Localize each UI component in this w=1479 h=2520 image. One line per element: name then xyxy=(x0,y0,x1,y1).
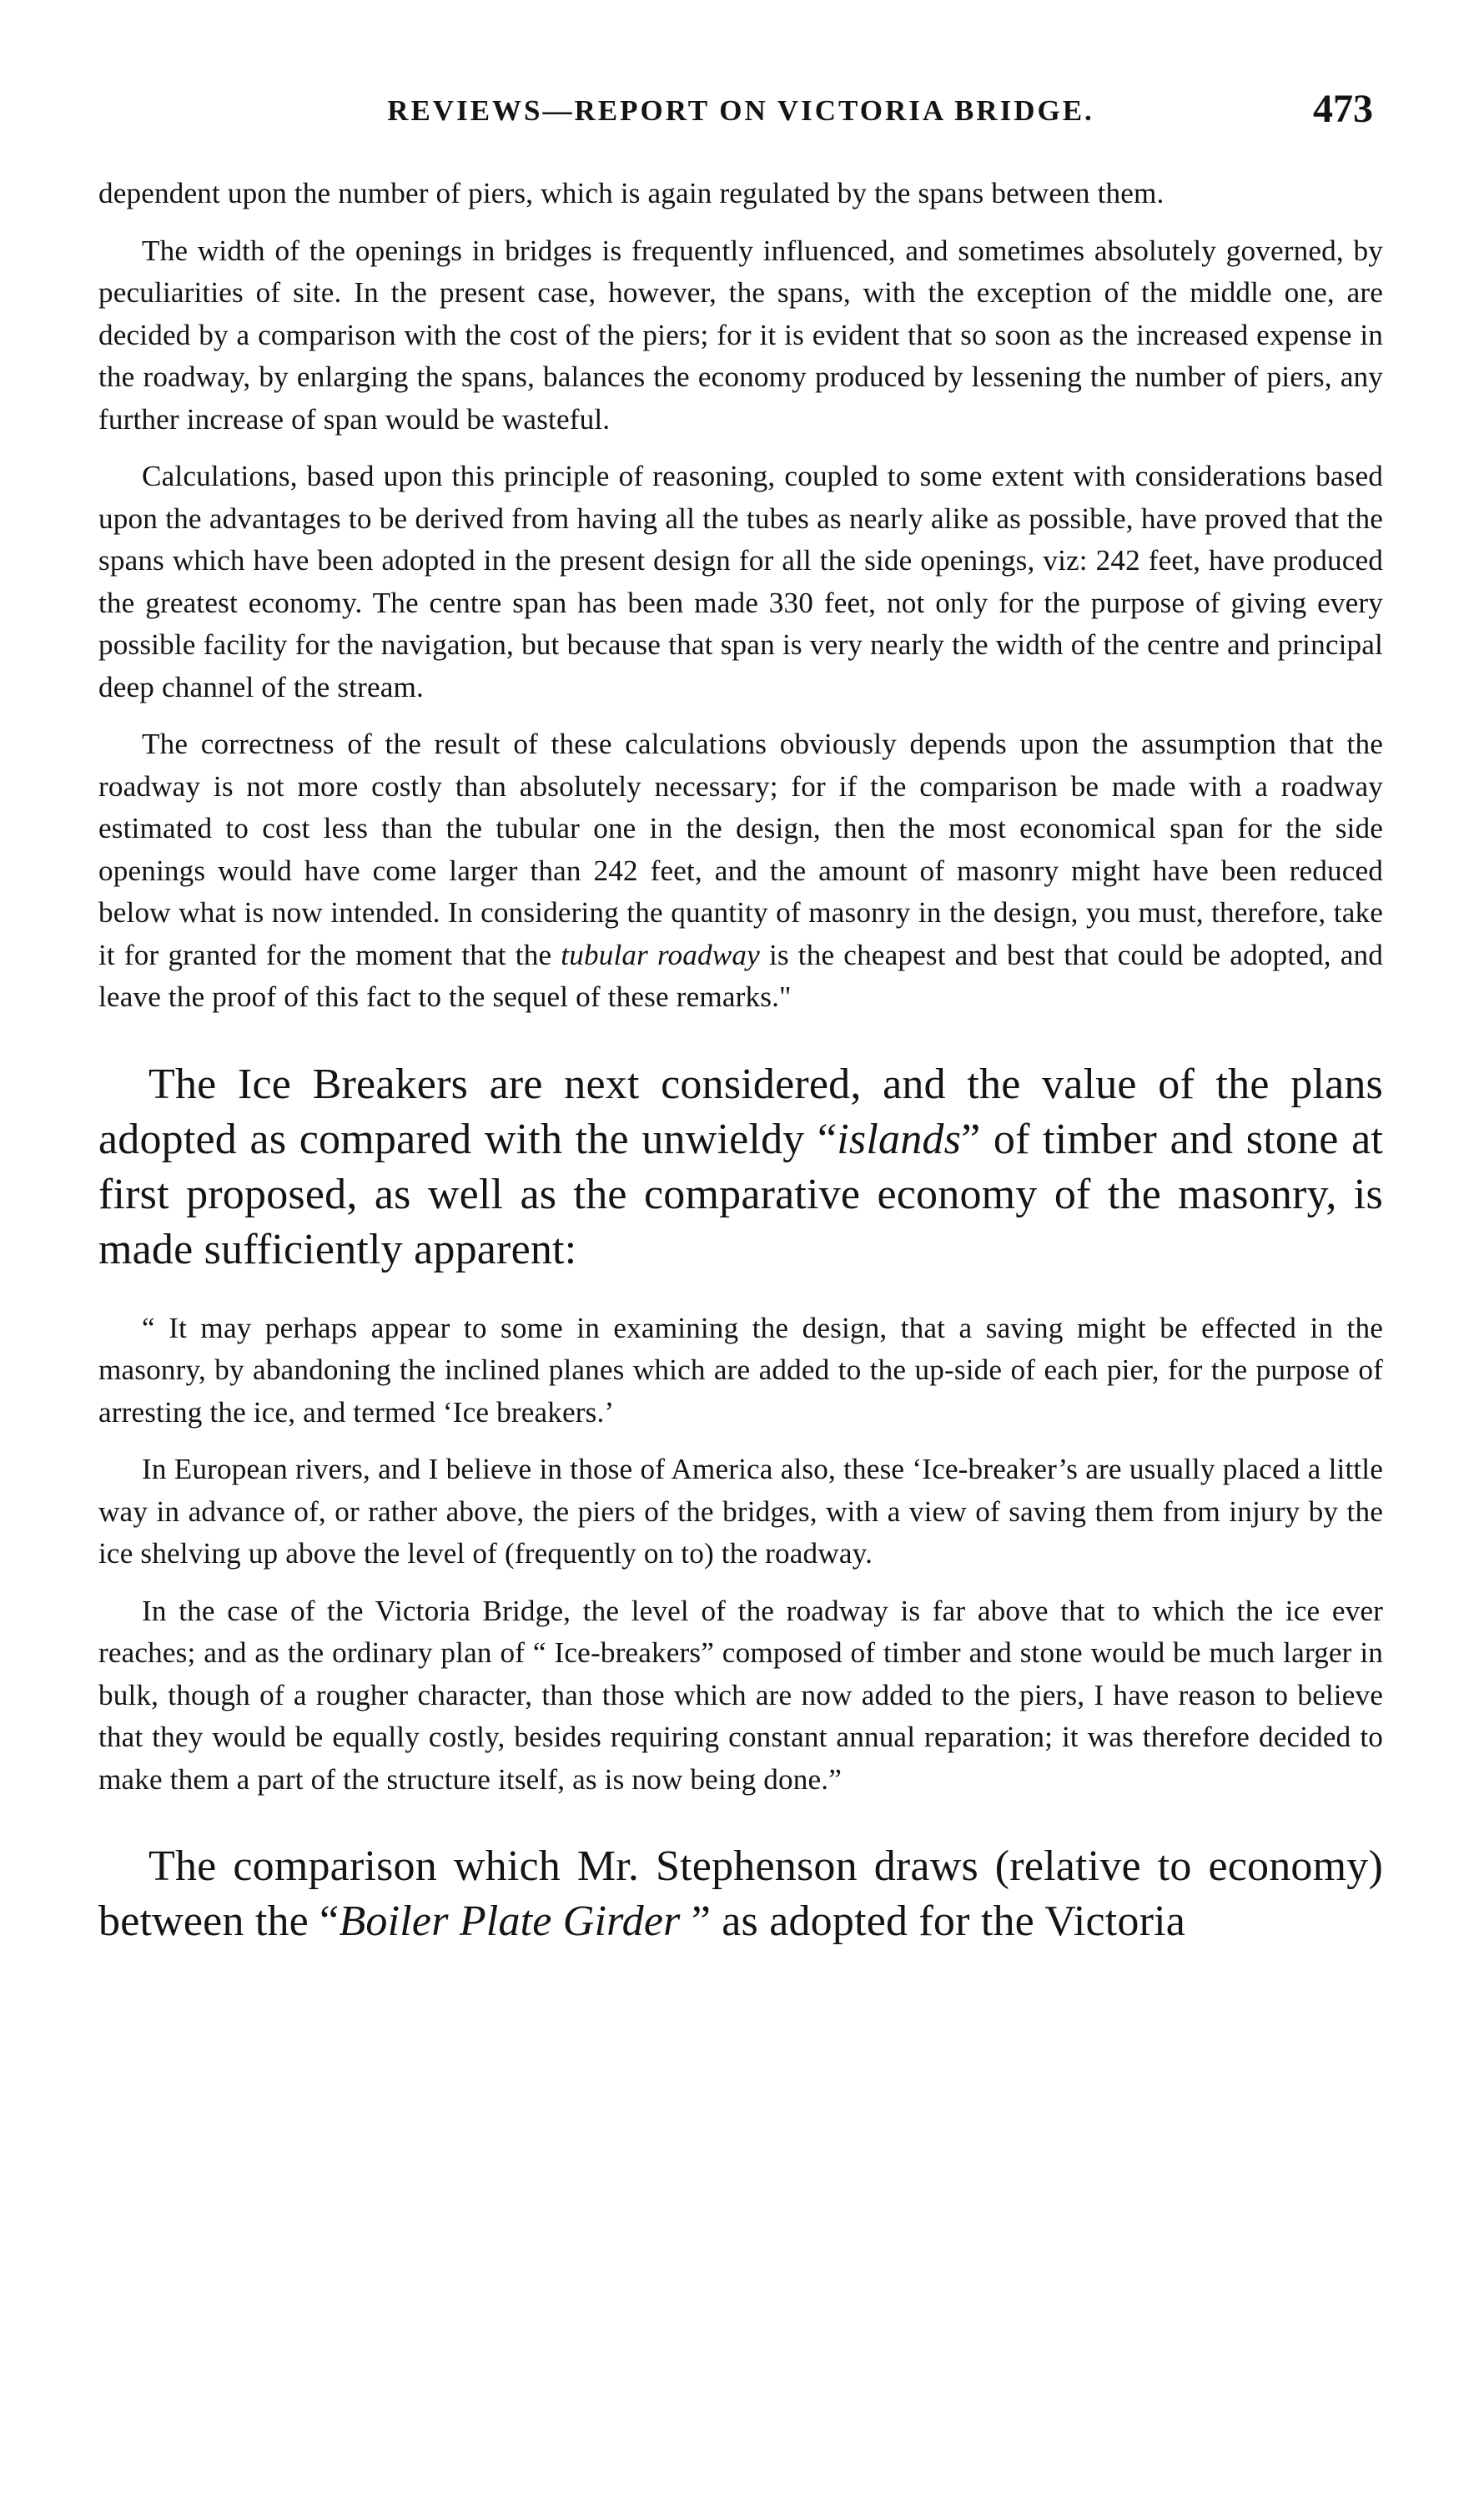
page-number: 473 xyxy=(1313,87,1373,131)
paragraph-correctness-text: The correctness of the result of these calculations obviously depends upon the assumption that the roadway is not more costly than absolutely necessary; for if the comparison be made with a roadway estimated to cost less than the tubular one in the design, then the most economical span for the side openings would have come larger than 242 feet, and the amount of masonry might have been reduced below what is now intended. In considering the quantity of masonry in the design, you must, therefore, take it for granted for the moment that the xyxy=(98,728,1383,971)
paragraph-correctness-text-end: is the cheapest and best that could be adopted, and leave the proof of this fact to the sequel of these remarks." xyxy=(98,938,1383,1013)
paragraph-ice-saving: “ It may perhaps appear to some in examining the design, that a saving might be effected in the masonry, by abandoning the inclined planes which are added to the up-side of each pier, for the purpose of arresting the ice, and termed ‘Ice breakers.’ xyxy=(98,1311,1383,1429)
paragraph-comparison xyxy=(98,1839,1383,1949)
report-quote-top xyxy=(98,173,1383,1019)
paragraph-correctness xyxy=(98,723,1383,1019)
review-text-ice-breakers xyxy=(98,1057,1383,1278)
paragraph-comparison-text: The comparison which Mr. Stephenson draws (relative to economy) between the “ xyxy=(98,1842,1383,1945)
paragraph-piers-continuation: dependent upon the number of piers, which is again regulated by the spans between them. xyxy=(98,177,1165,209)
paragraph-openings-width: The width of the openings in bridges is frequently influenced, and sometimes absolutely governed, by peculiarities of site. In the present case, however, the spans, with the exception of the middle one, are decided by a comparison with the cost of the piers; for it is evident that so soon as the increased expense in the roadway, by enlarging the spans, balances the economy produced by lessening the number of piers, any further increase of span would be wasteful. xyxy=(98,234,1383,436)
paragraph-correctness-italic: tubular roadway xyxy=(561,938,760,971)
paragraph-ice-breakers-italic: islands xyxy=(837,1115,962,1163)
paragraph-comparison-italic: Boiler Plate Girder xyxy=(339,1898,681,1945)
running-title: REVIEWS—REPORT ON VICTORIA BRIDGE. xyxy=(387,94,1094,127)
paragraph-victoria-roadway: In the case of the Victoria Bridge, the level of the roadway is far above that to which the ice ever reaches; and as the ordinary plan of “ Ice-breakers” composed of timber and stone would be much larger in bulk, though of a rougher character, than those which are now added to the piers, I have reason to believe that they would be equally costly, besides requiring constant annual reparation; it was therefore decided to make them a part of the structure itself, as is now being done.” xyxy=(98,1594,1383,1796)
page-header xyxy=(98,79,1383,144)
review-text-comparison xyxy=(98,1839,1383,1949)
page xyxy=(98,79,1383,1949)
paragraph-ice-breakers-text-end: ” of timber and stone at first proposed, as well as the comparative economy of the masonry, is made sufficiently apparent: xyxy=(98,1115,1384,1273)
paragraph-european-rivers: In European rivers, and I believe in those of America also, these ‘Ice-breaker’s are usually placed a little way in advance of, or rather above, the piers of the bridges, with a view of saving them from injury by the ice shelving up above the level of (frequently on to) the roadway. xyxy=(98,1453,1383,1570)
paragraph-comparison-text-end: ” as adopted for the Victoria xyxy=(680,1898,1186,1945)
paragraph-calculations: Calculations, based upon this principle of reasoning, coupled to some extent with considerations based upon the advantages to be derived from having all the tubes as nearly alike as possible, have proved that the spans which have been adopted in the present design for all the side openings, viz: 242 feet, have produced the greatest economy. The centre span has been made 330 feet, not only for the purpose of giving every possible facility for the navigation, but because that span is very nearly the width of the centre and principal deep channel of the stream. xyxy=(98,460,1383,703)
report-quote-ice xyxy=(98,1308,1383,1802)
paragraph-ice-breakers-text: The Ice Breakers are next considered, and the value of the plans adopted as compared with the unwieldy “ xyxy=(98,1060,1383,1163)
paragraph-ice-breakers xyxy=(98,1057,1383,1278)
